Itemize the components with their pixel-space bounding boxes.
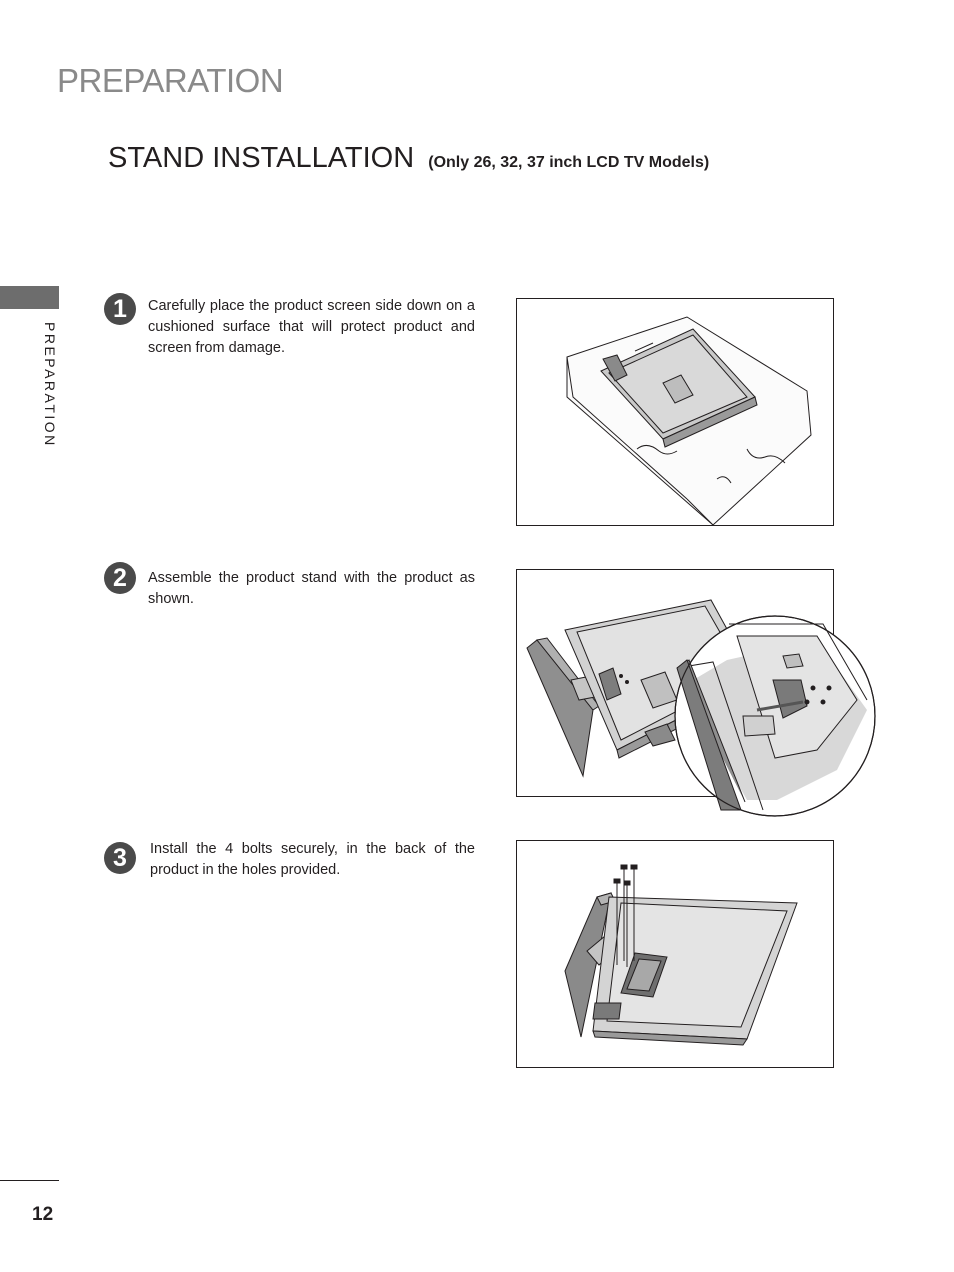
step-3-badge: 3 <box>104 842 136 874</box>
step-1-badge: 1 <box>104 293 136 325</box>
page-header: PREPARATION <box>57 62 284 99</box>
bolt-installation-drawing <box>517 841 833 1067</box>
footer-rule <box>0 1180 59 1181</box>
stand-assembly-drawing <box>517 570 833 796</box>
step-3-illustration <box>516 840 834 1068</box>
side-tab-label: PREPARATION <box>42 322 58 448</box>
tv-on-cushion-drawing <box>517 299 833 525</box>
step-3-text: Install the 4 bolts securely, in the back of the product in the holes provided. <box>150 841 475 878</box>
step-1-illustration <box>516 298 834 526</box>
section-subtitle: (Only 26, 32, 37 inch LCD TV Models) <box>428 154 710 171</box>
section-title-text: STAND INSTALLATION <box>108 142 415 174</box>
step-2-badge: 2 <box>104 562 136 594</box>
section-title <box>108 142 709 175</box>
side-tab-bar <box>0 286 59 309</box>
step-2-illustration <box>516 569 834 797</box>
page-number: 12 <box>32 1204 54 1225</box>
step-2-text: Assemble the product stand with the product as shown. <box>148 570 475 607</box>
step-1-text: Carefully place the product screen side down on a cushioned surface that will protect product and screen from damage. <box>148 298 475 356</box>
